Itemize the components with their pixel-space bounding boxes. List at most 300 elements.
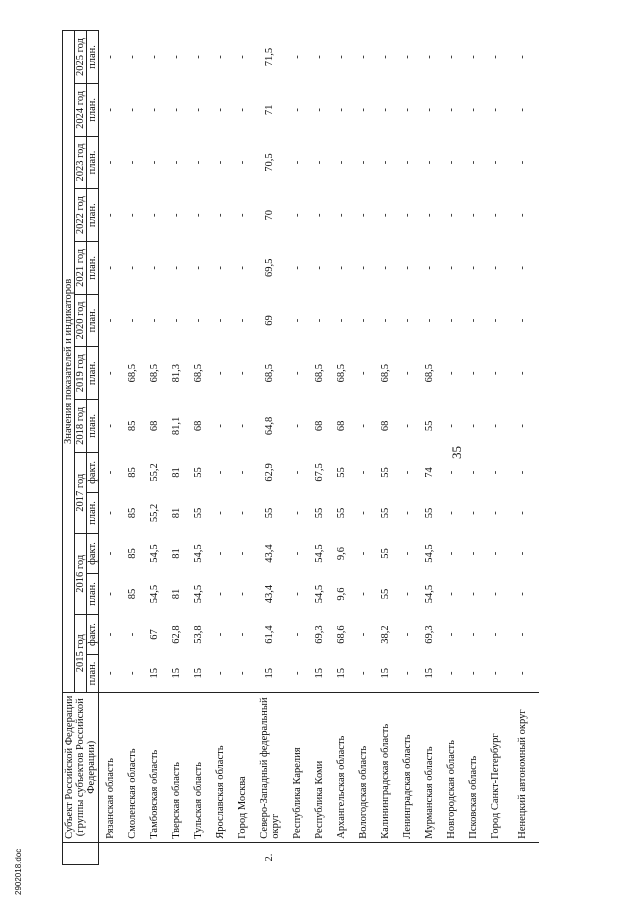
value-cell: -	[126, 266, 138, 270]
value-cell: 62,9	[264, 463, 275, 482]
row-subject-name: Республика Коми	[308, 692, 330, 842]
value-cell: -	[517, 632, 528, 637]
value-cell: -	[126, 213, 138, 217]
value-cell: -	[192, 213, 204, 217]
value-cell: 68,5	[148, 364, 160, 383]
value-cell: 68	[335, 420, 347, 432]
value-cell: -	[291, 213, 303, 217]
value-cell: 15	[423, 668, 435, 679]
value-cell: -	[401, 160, 413, 165]
value-cell: 64,8	[264, 416, 275, 436]
value-cell: -	[214, 160, 226, 165]
row-subject-name: Тамбовская область	[143, 692, 165, 842]
row-subject-name: Архангельская область	[330, 692, 352, 842]
header-subcolumn: факт.	[87, 533, 99, 574]
value-cell: -	[423, 108, 435, 112]
row-number	[484, 842, 506, 864]
value-cell: -	[401, 55, 413, 59]
value-cell: 15	[148, 668, 160, 679]
row-subject-name: Республика Карелия	[286, 692, 308, 842]
value-cell: -	[401, 266, 413, 270]
row-subject-name: Город Санкт-Петербург	[484, 692, 506, 842]
value-cell: -	[357, 424, 369, 428]
table-body	[99, 31, 540, 865]
value-cell: -	[148, 266, 160, 270]
value-cell: 85	[126, 467, 138, 478]
value-cell: -	[236, 470, 248, 475]
value-cell: -	[104, 55, 116, 59]
value-cell: -	[104, 213, 116, 217]
value-cell: -	[489, 55, 501, 59]
value-cell: 81	[170, 548, 182, 559]
header-subcolumn: план.	[87, 347, 99, 400]
value-cell: 69,3	[313, 625, 325, 644]
value-cell: -	[236, 632, 248, 637]
value-cell: -	[148, 108, 160, 112]
value-cell: 68,5	[379, 364, 391, 383]
value-cell: -	[170, 318, 182, 323]
header-year: 2023 год	[75, 136, 87, 189]
value-cell: -	[214, 671, 226, 676]
value-cell: -	[445, 511, 457, 515]
header-year: 2016 год	[75, 533, 87, 614]
value-cell: 54,5	[313, 584, 325, 604]
value-cell: -	[379, 160, 391, 165]
value-cell: -	[214, 470, 226, 475]
value-cell: -	[214, 55, 226, 59]
row-number: 2.	[264, 853, 275, 862]
value-cell: 55	[423, 507, 435, 519]
value-cell: 54,5	[423, 544, 435, 563]
value-cell: -	[104, 424, 116, 428]
table-row	[99, 31, 122, 865]
value-cell: -	[236, 213, 248, 217]
value-cell: -	[104, 511, 116, 515]
header-year: 2024 год	[75, 84, 87, 137]
value-cell: -	[401, 671, 413, 676]
value-cell: -	[467, 318, 479, 323]
value-cell: 81	[170, 467, 182, 478]
value-cell: -	[126, 632, 138, 637]
value-cell: -	[445, 424, 457, 428]
row-number	[352, 842, 374, 864]
value-cell: 54,5	[192, 584, 204, 604]
value-cell: 55,2	[148, 503, 160, 523]
value-cell: -	[401, 511, 413, 515]
row-number	[330, 842, 352, 864]
value-cell: 68,5	[126, 364, 138, 383]
table-row	[308, 31, 330, 865]
value-cell: -	[357, 160, 369, 165]
value-cell: 43,4	[264, 584, 275, 604]
row-subject-name: Ненецкий автономный округ	[506, 692, 539, 842]
value-cell: -	[517, 213, 528, 217]
value-cell: -	[291, 551, 303, 556]
value-cell: -	[379, 266, 391, 270]
value-cell: -	[489, 213, 501, 217]
value-cell: -	[489, 671, 501, 676]
value-cell: -	[357, 470, 369, 475]
header-subcolumn: факт.	[87, 614, 99, 655]
value-cell: 54,5	[313, 544, 325, 563]
value-cell: -	[445, 108, 457, 112]
value-cell: 55	[379, 467, 391, 478]
value-cell: -	[467, 160, 479, 165]
value-cell: -	[401, 632, 413, 637]
value-cell: 68	[192, 420, 204, 432]
value-cell: -	[291, 371, 303, 375]
value-cell: -	[489, 592, 501, 596]
value-cell: -	[291, 108, 303, 112]
value-cell: -	[192, 266, 204, 270]
value-cell: -	[313, 55, 325, 59]
header-subcolumn: план.	[87, 31, 99, 84]
value-cell: -	[401, 424, 413, 428]
value-cell: -	[357, 318, 369, 323]
value-cell: 43,4	[264, 544, 275, 563]
value-cell: -	[357, 632, 369, 637]
value-cell: -	[467, 671, 479, 676]
value-cell: 9,6	[335, 546, 347, 561]
value-cell: -	[517, 511, 528, 515]
value-cell: 68	[313, 420, 325, 432]
value-cell: -	[192, 108, 204, 112]
value-cell: -	[170, 108, 182, 112]
value-cell: -	[104, 266, 116, 270]
row-subject-name: Вологодская область	[352, 692, 374, 842]
header-group-title: Значения показателей и индикаторов	[63, 31, 75, 693]
value-cell: -	[357, 511, 369, 515]
value-cell: -	[313, 318, 325, 323]
row-subject-name: Ленинградская область	[396, 692, 418, 842]
value-cell: -	[357, 371, 369, 375]
value-cell: -	[126, 318, 138, 323]
row-subject-name: Смоленская область	[121, 692, 143, 842]
value-cell: -	[445, 470, 457, 475]
row-number	[396, 842, 418, 864]
value-cell: -	[423, 266, 435, 270]
value-cell: 55	[313, 507, 325, 519]
value-cell: -	[401, 470, 413, 475]
value-cell: 68,5	[192, 364, 204, 383]
row-number	[121, 842, 143, 864]
row-subject-name: Ярославская область	[209, 692, 231, 842]
header-subcolumn: план.	[87, 655, 99, 692]
row-subject-name: Псковская область	[462, 692, 484, 842]
value-cell: -	[148, 55, 160, 59]
row-number	[187, 842, 209, 864]
value-cell: -	[401, 108, 413, 112]
row-subject-name: Рязанская область	[99, 692, 122, 842]
value-cell: -	[517, 371, 528, 375]
value-cell: -	[467, 511, 479, 515]
value-cell: -	[291, 266, 303, 270]
value-cell: -	[401, 318, 413, 323]
value-cell: -	[517, 55, 528, 59]
value-cell: -	[445, 371, 457, 375]
table-row	[121, 31, 143, 865]
value-cell: -	[104, 108, 116, 112]
value-cell: -	[335, 266, 347, 270]
table-row	[231, 31, 253, 865]
value-cell: -	[291, 511, 303, 515]
value-cell: -	[170, 160, 182, 165]
value-cell: -	[104, 592, 116, 596]
value-cell: -	[291, 632, 303, 637]
page-number: 35	[449, 446, 464, 459]
value-cell: 74	[423, 467, 435, 478]
value-cell: -	[467, 424, 479, 428]
value-cell: 55	[192, 467, 204, 478]
value-cell: -	[313, 266, 325, 270]
value-cell: 69,3	[423, 625, 435, 644]
value-cell: -	[214, 511, 226, 515]
value-cell: 15	[335, 668, 347, 679]
value-cell: -	[379, 318, 391, 323]
value-cell: -	[467, 592, 479, 596]
row-subject-name: Город Москва	[231, 692, 253, 842]
value-cell: -	[236, 592, 248, 596]
header-subcolumn: план.	[87, 84, 99, 137]
value-cell: -	[467, 470, 479, 475]
value-cell: -	[445, 318, 457, 323]
value-cell: -	[148, 213, 160, 217]
value-cell: -	[357, 671, 369, 676]
value-cell: -	[126, 55, 138, 59]
value-cell: -	[291, 160, 303, 165]
value-cell: -	[445, 55, 457, 59]
header-subcolumn: план.	[87, 189, 99, 242]
value-cell: -	[291, 592, 303, 596]
value-cell: 55	[379, 548, 391, 559]
table-row	[143, 31, 165, 865]
value-cell: 85	[126, 548, 138, 559]
value-cell: -	[517, 108, 528, 112]
table-row	[418, 31, 440, 865]
value-cell: -	[214, 371, 226, 375]
value-cell: 61,4	[264, 625, 275, 644]
value-cell: -	[401, 213, 413, 217]
value-cell: 15	[192, 668, 204, 679]
header-subject: Субъект Российской Федерации (группы субъектов Российской Федерации)	[63, 692, 99, 842]
value-cell: -	[236, 55, 248, 59]
row-number	[99, 842, 122, 864]
value-cell: -	[517, 160, 528, 165]
header-year: 2015 год	[75, 614, 87, 692]
value-cell: -	[214, 318, 226, 323]
value-cell: 71,5	[264, 47, 275, 67]
value-cell: 53,8	[192, 625, 204, 644]
value-cell: 68,5	[313, 364, 325, 383]
value-cell: 85	[126, 507, 138, 519]
value-cell: -	[126, 108, 138, 112]
row-subject-name: Мурманская область	[418, 692, 440, 842]
value-cell: -	[335, 55, 347, 59]
value-cell: -	[517, 470, 528, 475]
header-subcolumn: факт.	[87, 452, 99, 493]
value-cell: 55	[379, 507, 391, 519]
footer-doc-name: 2902018.doc	[14, 848, 23, 895]
table-row	[286, 31, 308, 865]
value-cell: -	[489, 424, 501, 428]
table-row	[209, 31, 231, 865]
value-cell: 68	[148, 420, 160, 432]
value-cell: -	[379, 213, 391, 217]
value-cell: -	[357, 108, 369, 112]
row-number	[440, 842, 462, 864]
value-cell: -	[445, 671, 457, 676]
value-cell: -	[445, 551, 457, 556]
row-number	[374, 842, 396, 864]
value-cell: 68,6	[335, 625, 347, 644]
value-cell: 38,2	[379, 625, 391, 644]
value-cell: 81	[170, 588, 182, 600]
row-number	[506, 842, 539, 864]
value-cell: 15	[313, 668, 325, 679]
value-cell: -	[489, 632, 501, 637]
value-cell: -	[517, 671, 528, 676]
row-subject-name: Северо-Западный федеральный округ	[253, 692, 286, 842]
value-cell: -	[104, 671, 116, 676]
value-cell: 70,5	[264, 153, 275, 172]
table-row	[165, 31, 187, 865]
value-cell: -	[214, 213, 226, 217]
value-cell: -	[104, 371, 116, 375]
value-cell: -	[489, 470, 501, 475]
value-cell: -	[214, 424, 226, 428]
value-cell: -	[517, 266, 528, 270]
value-cell: 85	[126, 588, 138, 600]
value-cell: -	[236, 551, 248, 556]
value-cell: -	[401, 371, 413, 375]
value-cell: -	[445, 160, 457, 165]
header-year: 2018 год	[75, 400, 87, 453]
header-number	[63, 842, 99, 864]
header-subcolumn: план.	[87, 294, 99, 347]
table-row	[374, 31, 396, 865]
value-cell: 85	[126, 420, 138, 432]
row-subject-name: Калининградская область	[374, 692, 396, 842]
header-year: 2025 год	[75, 31, 87, 84]
value-cell: -	[467, 213, 479, 217]
value-cell: -	[192, 318, 204, 323]
value-cell: -	[489, 511, 501, 515]
value-cell: -	[423, 318, 435, 323]
value-cell: -	[291, 424, 303, 428]
table-row	[462, 31, 484, 865]
value-cell: -	[357, 266, 369, 270]
value-cell: 54,5	[423, 584, 435, 604]
value-cell: -	[467, 551, 479, 556]
value-cell: 15	[379, 668, 391, 679]
value-cell: -	[401, 592, 413, 596]
value-cell: -	[489, 318, 501, 323]
value-cell: -	[148, 318, 160, 323]
table-row	[187, 31, 209, 865]
value-cell: 70	[264, 209, 275, 221]
value-cell: -	[104, 551, 116, 556]
value-cell: -	[236, 266, 248, 270]
value-cell: -	[148, 160, 160, 165]
value-cell: -	[489, 551, 501, 556]
value-cell: -	[357, 551, 369, 556]
table-row	[506, 31, 539, 865]
value-cell: -	[192, 160, 204, 165]
value-cell: -	[291, 318, 303, 323]
value-cell: 67,5	[313, 463, 325, 482]
row-subject-name: Тульская область	[187, 692, 209, 842]
value-cell: -	[104, 632, 116, 637]
value-cell: 71	[264, 104, 275, 116]
value-cell: 55	[192, 507, 204, 519]
table-row	[330, 31, 352, 865]
value-cell: 54,5	[148, 544, 160, 563]
value-cell: -	[236, 160, 248, 165]
value-cell: -	[489, 371, 501, 375]
row-number	[143, 842, 165, 864]
value-cell: -	[170, 55, 182, 59]
value-cell: -	[335, 213, 347, 217]
value-cell: -	[313, 108, 325, 112]
value-cell: 62,8	[170, 625, 182, 644]
header-year: 2020 год	[75, 294, 87, 347]
value-cell: 15	[264, 668, 275, 679]
value-cell: 68,5	[264, 364, 275, 383]
value-cell: -	[236, 671, 248, 676]
value-cell: -	[423, 160, 435, 165]
value-cell: -	[236, 424, 248, 428]
value-cell: 67	[148, 629, 160, 640]
value-cell: 68,5	[335, 364, 347, 383]
header-subcolumn: план.	[87, 400, 99, 453]
table-row	[440, 31, 462, 865]
row-number	[286, 842, 308, 864]
value-cell: 55	[264, 507, 275, 519]
row-subject-name: Новгородская область	[440, 692, 462, 842]
value-cell: -	[313, 160, 325, 165]
value-cell: -	[214, 551, 226, 556]
value-cell: -	[489, 266, 501, 270]
table-header	[63, 31, 99, 865]
header-subcolumn: план.	[87, 242, 99, 295]
value-cell: -	[467, 108, 479, 112]
value-cell: 54,5	[148, 584, 160, 604]
value-cell: -	[170, 266, 182, 270]
indicator-table	[62, 30, 539, 865]
value-cell: -	[357, 592, 369, 596]
value-cell: -	[467, 371, 479, 375]
value-cell: 55	[335, 507, 347, 519]
row-number	[231, 842, 253, 864]
value-cell: -	[423, 213, 435, 217]
value-cell: -	[214, 632, 226, 637]
header-year: 2019 год	[75, 347, 87, 400]
header-year: 2017 год	[75, 452, 87, 533]
value-cell: -	[467, 632, 479, 637]
value-cell: 81,3	[170, 364, 182, 383]
value-cell: 55	[423, 420, 435, 432]
value-cell: -	[192, 55, 204, 59]
table-row	[352, 31, 374, 865]
value-cell: -	[423, 55, 435, 59]
value-cell: 69	[264, 315, 275, 326]
value-cell: 9,6	[335, 587, 347, 601]
value-cell: -	[517, 318, 528, 323]
value-cell: -	[126, 671, 138, 676]
header-year: 2021 год	[75, 242, 87, 295]
value-cell: -	[236, 318, 248, 323]
value-cell: 68	[379, 420, 391, 432]
